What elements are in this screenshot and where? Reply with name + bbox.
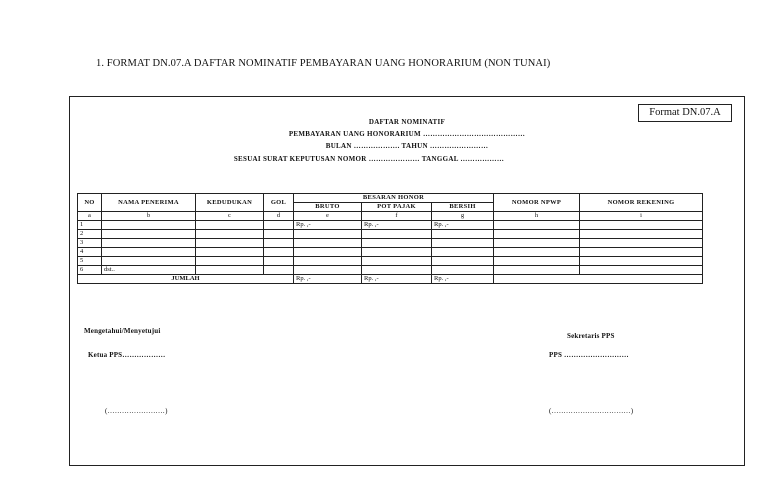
header-rekening: NOMOR REKENING bbox=[580, 194, 703, 212]
row-pot-pajak bbox=[362, 257, 432, 266]
document-heading: 1. FORMAT DN.07.A DAFTAR NOMINATIF PEMBAYARAN UANG HONORARIUM (NON TUNAI) bbox=[96, 58, 551, 69]
row-rekening bbox=[580, 266, 703, 275]
code-cell: c bbox=[196, 212, 264, 221]
row-kedudukan bbox=[196, 257, 264, 266]
row-nama: dst.. bbox=[102, 266, 196, 275]
row-bruto bbox=[294, 239, 362, 248]
nominative-table bbox=[77, 193, 703, 284]
code-cell: h bbox=[494, 212, 580, 221]
row-gol bbox=[264, 248, 294, 257]
row-gol bbox=[264, 221, 294, 230]
row-rekening bbox=[580, 230, 703, 239]
row-gol bbox=[264, 257, 294, 266]
row-no: 3 bbox=[78, 239, 102, 248]
total-pot-pajak: Rp. ,- bbox=[362, 275, 432, 284]
row-npwp bbox=[494, 248, 580, 257]
row-kedudukan bbox=[196, 239, 264, 248]
row-no: 6 bbox=[78, 266, 102, 275]
row-npwp bbox=[494, 257, 580, 266]
row-rekening bbox=[580, 239, 703, 248]
row-nama bbox=[102, 221, 196, 230]
table-row bbox=[78, 239, 703, 248]
row-npwp bbox=[494, 221, 580, 230]
header-npwp: NOMOR NPWP bbox=[494, 194, 580, 212]
total-bersih: Rp. ,- bbox=[432, 275, 494, 284]
row-gol bbox=[264, 266, 294, 275]
code-cell: e bbox=[294, 212, 362, 221]
code-cell: b bbox=[102, 212, 196, 221]
row-npwp bbox=[494, 230, 580, 239]
left-signature-role: Ketua PPS……………… bbox=[88, 351, 166, 359]
header-kedudukan: KEDUDUKAN bbox=[196, 194, 264, 212]
row-pot-pajak bbox=[362, 230, 432, 239]
row-nama bbox=[102, 248, 196, 257]
header-pot-pajak: POT PAJAK bbox=[362, 203, 432, 212]
code-cell: f bbox=[362, 212, 432, 221]
row-gol bbox=[264, 239, 294, 248]
row-no: 5 bbox=[78, 257, 102, 266]
row-nama bbox=[102, 239, 196, 248]
row-no: 1 bbox=[78, 221, 102, 230]
total-row bbox=[78, 275, 703, 284]
table-row bbox=[78, 230, 703, 239]
row-pot-pajak bbox=[362, 266, 432, 275]
header-bersih: BERSIH bbox=[432, 203, 494, 212]
title-line-1: DAFTAR NOMINATIF bbox=[368, 118, 446, 126]
header-bruto: BRUTO bbox=[294, 203, 362, 212]
row-bersih bbox=[432, 239, 494, 248]
title-line-2: PEMBAYARAN UANG HONORARIUM …………………………………… bbox=[288, 130, 526, 138]
row-npwp bbox=[494, 239, 580, 248]
total-empty bbox=[494, 275, 703, 284]
left-signature-name: (……………………) bbox=[105, 407, 168, 415]
code-cell: d bbox=[264, 212, 294, 221]
row-no: 4 bbox=[78, 248, 102, 257]
row-bersih bbox=[432, 230, 494, 239]
row-bruto bbox=[294, 230, 362, 239]
row-gol bbox=[264, 230, 294, 239]
row-bruto bbox=[294, 248, 362, 257]
header-gol: GOL bbox=[264, 194, 294, 212]
row-bersih bbox=[432, 266, 494, 275]
right-signature-role: PPS ……………………… bbox=[549, 351, 629, 359]
row-bruto bbox=[294, 257, 362, 266]
header-nama: NAMA PENERIMA bbox=[102, 194, 196, 212]
table-row bbox=[78, 248, 703, 257]
row-no: 2 bbox=[78, 230, 102, 239]
row-npwp bbox=[494, 266, 580, 275]
row-kedudukan bbox=[196, 266, 264, 275]
code-cell: a bbox=[78, 212, 102, 221]
row-nama bbox=[102, 230, 196, 239]
row-kedudukan bbox=[196, 230, 264, 239]
total-bruto: Rp. ,- bbox=[294, 275, 362, 284]
row-bruto: Rp. ,- bbox=[294, 221, 362, 230]
table-row bbox=[78, 221, 703, 230]
row-bersih: Rp. ,- bbox=[432, 221, 494, 230]
table-row bbox=[78, 266, 703, 275]
right-signature-name: (……………………………) bbox=[549, 407, 634, 415]
row-nama bbox=[102, 257, 196, 266]
row-pot-pajak bbox=[362, 239, 432, 248]
row-bersih bbox=[432, 257, 494, 266]
row-bruto bbox=[294, 266, 362, 275]
code-cell: i bbox=[580, 212, 703, 221]
row-pot-pajak bbox=[362, 248, 432, 257]
title-line-3: BULAN ………………. TAHUN …………………… bbox=[325, 142, 489, 150]
table-row bbox=[78, 257, 703, 266]
header-besaran-honor: BESARAN HONOR bbox=[294, 194, 494, 203]
left-signature-caption: Mengetahui/Menyetujui bbox=[84, 327, 161, 335]
row-pot-pajak: Rp. ,- bbox=[362, 221, 432, 230]
row-rekening bbox=[580, 257, 703, 266]
code-cell: g bbox=[432, 212, 494, 221]
row-kedudukan bbox=[196, 221, 264, 230]
column-code-row bbox=[78, 212, 703, 221]
row-rekening bbox=[580, 248, 703, 257]
title-line-4: SESUAI SURAT KEPUTUSAN NOMOR ………………… TANGGAL ……………… bbox=[233, 155, 505, 163]
row-rekening bbox=[580, 221, 703, 230]
right-signature-caption: Sekretaris PPS bbox=[567, 332, 615, 340]
row-bersih bbox=[432, 248, 494, 257]
row-kedudukan bbox=[196, 248, 264, 257]
header-no: NO bbox=[78, 194, 102, 212]
format-label: Format DN.07.A bbox=[638, 104, 732, 122]
total-label: JUMLAH bbox=[78, 275, 294, 284]
